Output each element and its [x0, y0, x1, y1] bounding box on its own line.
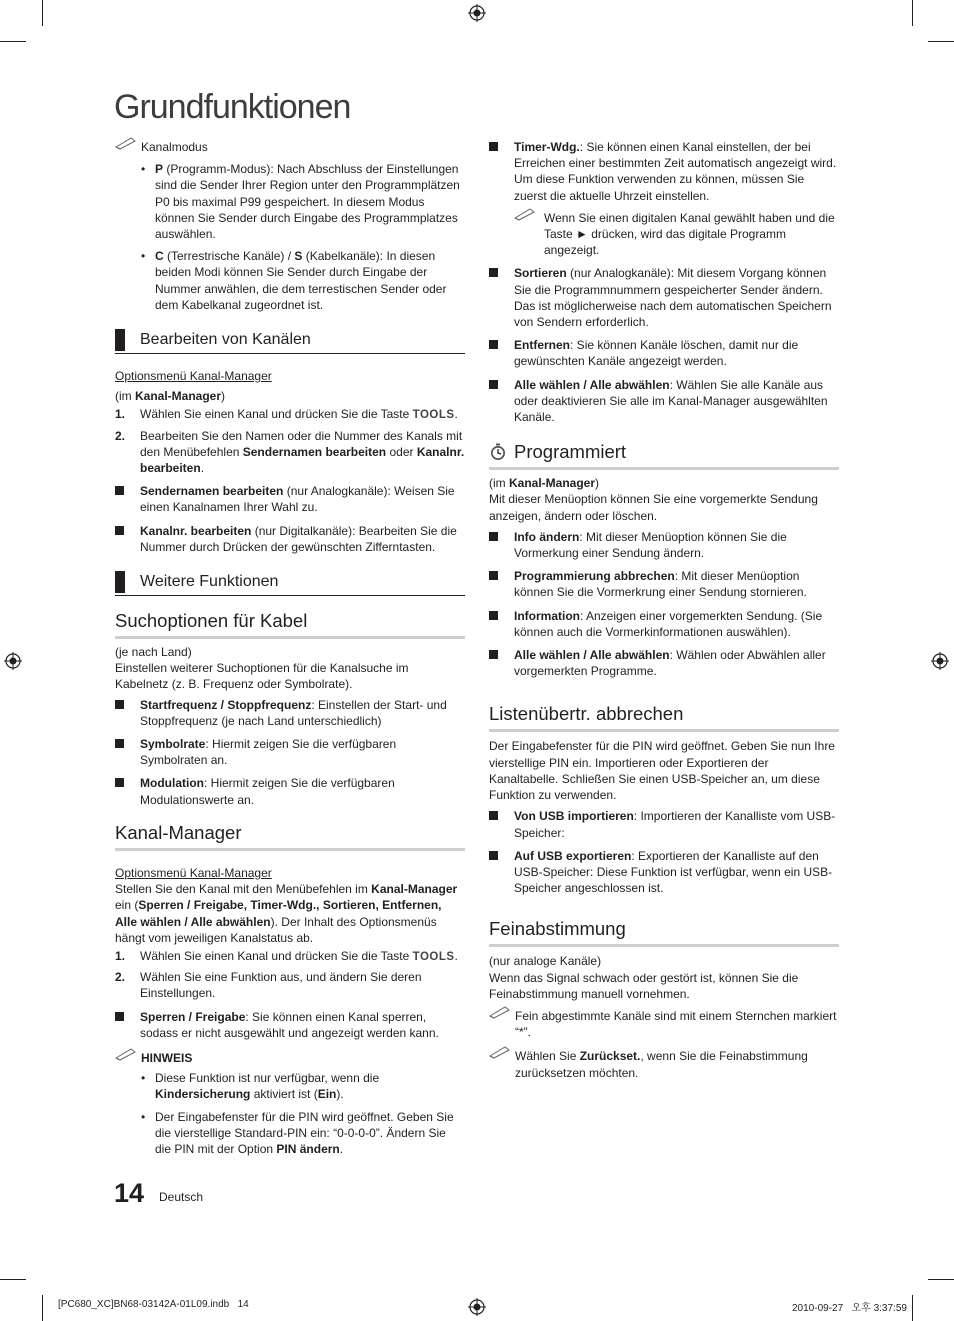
country-note: (je nach Land) [115, 645, 192, 660]
step-number: 2. [115, 970, 126, 985]
page-title: Grundfunktionen [114, 88, 351, 126]
bullet-dot: • [141, 249, 146, 264]
bullet-dot: • [141, 162, 146, 177]
list-item-sperren: Sperren / Freigabe: Sie können einen Kanal sperren, sodass er nicht ausgewählt und angezeigt werden kann. [115, 1009, 465, 1041]
square-bullet [489, 650, 498, 659]
square-bullet [489, 340, 498, 349]
options-menu-label: Optionsmenü Kanal-Manager [115, 369, 272, 384]
right-column [489, 139, 839, 1081]
note-text: Kanalmodus [141, 140, 208, 154]
square-bullet [489, 268, 498, 277]
section-heading-listenuebertr: Listenübertr. abbrechen [489, 703, 839, 732]
crop-mark [912, 1295, 913, 1321]
square-bullet [115, 700, 124, 709]
crop-mark [42, 0, 43, 26]
pencil-note-icon [115, 1047, 137, 1061]
language-label: Deutsch [159, 1190, 204, 1204]
step-2: 2. Bearbeiten Sie den Namen oder die Nummer des Kanals mit den Menübefehlen Sendernamen bearbeiten oder Kanalnr. bearbeiten. [115, 428, 465, 476]
square-bullet [489, 811, 498, 820]
subheading-weitere [115, 571, 465, 596]
list-item-timer: Timer-Wdg.: Sie können einen Kanal einstellen, der bei Erreichen einer bestimmten Zeit automatisch angezeigt wird. Um diese Funktion verwenden zu können, müssen Sie zuerst die aktuelle Uhrzeit einstellen. [489, 139, 839, 204]
step-number: 2. [115, 428, 126, 443]
crop-mark [0, 41, 26, 42]
print-file-info: [PC680_XC]BN68-03142A-01L09.indb 14 [58, 1299, 249, 1310]
square-bullet [489, 380, 498, 389]
section-heading-feinabstimmung: Feinabstimmung [489, 918, 839, 947]
section-heading-programmiert [489, 441, 839, 470]
step-1: 1. Wählen Sie einen Kanal und drücken Sie die Taste TOOLS. [115, 407, 458, 422]
registration-mark-icon [468, 4, 486, 22]
timer-clock-icon [489, 443, 507, 461]
list-item-alle-waehlen: Alle wählen / Alle abwählen: Wählen Sie alle Kanäle aus oder deaktivieren Sie alle im Kanal-Manager ausgewählten Kanäle. [489, 377, 839, 426]
list-item-info-aendern: Info ändern: Mit dieser Menüoption können Sie die Vormerkung einer Sendung ändern. [489, 529, 839, 561]
note-fein-2: Wählen Sie Zurückset., wenn Sie die Feinabstimmung zurücksetzen möchten. [489, 1048, 839, 1080]
list-item-entfernen: Entfernen: Sie können Kanäle löschen, damit nur die gewünschten Kanäle angezeigt werden. [489, 337, 839, 369]
subheading-bar [115, 571, 125, 593]
bullet-dot: • [141, 1071, 146, 1086]
step-2: 2. Wählen Sie eine Funktion aus, und ändern Sie deren Einstellungen. [115, 970, 422, 1001]
crop-mark [0, 1279, 26, 1280]
note-fein-1: Fein abgestimmte Kanäle sind mit einem Sternchen markiert “*”. [489, 1008, 839, 1040]
tools-key: TOOLS [412, 950, 455, 963]
subheading-text: Bearbeiten von Kanälen [140, 331, 311, 349]
pencil-note-icon [514, 207, 536, 221]
square-bullet [115, 778, 124, 787]
section-intro: Mit dieser Menüoption können Sie eine vorgemerkte Sendung anzeigen, ändern oder löschen. [489, 492, 818, 523]
list-item-hinweis-2: • Der Eingabefenster für die PIN wird geöffnet. Geben Sie die vierstellige Standard-PIN ein: “0-0-0-0”. Ändern Sie die PIN mit der Option PIN ändern. [141, 1109, 454, 1156]
step-number: 1. [115, 948, 126, 963]
step-1: 1. Wählen Sie einen Kanal und drücken Sie die Taste TOOLS. [115, 948, 458, 963]
context-note: (im Kanal-Manager) [489, 476, 600, 491]
list-item-usb-import: Von USB importieren: Importieren der Kanalliste vom USB-Speicher: [489, 808, 839, 840]
subheading-text: Weitere Funktionen [140, 573, 279, 591]
registration-mark-icon [468, 1298, 486, 1316]
subheading-bar [115, 329, 125, 351]
section-intro: Wenn das Signal schwach oder gestört ist, können Sie die Feinabstimmung manuell vornehmen. [489, 970, 799, 1001]
mode-letter: S [294, 249, 303, 264]
square-bullet [115, 486, 124, 495]
crop-mark [928, 41, 954, 42]
list-item-information: Information: Anzeigen einer vorgemerkten Sendung. (Sie können auch die Vormerkinformationen auswählen). [489, 608, 839, 640]
square-bullet [115, 739, 124, 748]
item-text: (Kabelkanäle): In diesen beiden Modi können Sie Sender durch Eingabe der Nummer anwählen, die dem terrestischen Sender oder dem Kabelkanal zugeordnet ist. [155, 249, 447, 312]
list-item-kanalnr: Kanalnr. bearbeiten (nur Digitalkanäle): Bearbeiten Sie die Nummer durch Drücken der gewünschten Zifferntasten. [115, 523, 465, 555]
list-item-sendername: Sendernamen bearbeiten (nur Analogkanäle): Weisen Sie einen Kanalnamen Ihrer Wahl zu. [115, 483, 465, 515]
section-heading-kanal-manager: Kanal-Manager [115, 822, 465, 851]
page-number: 14 [114, 1178, 145, 1208]
square-bullet [489, 532, 498, 541]
note-label: HINWEIS [141, 1050, 193, 1065]
item-text: (Programm-Modus): Nach Abschluss der Einstellungen sind die Sender Ihrer Region unter den Programmplätzen P0 bis maximal P99 gespeichert. In diesem Modus können Sie Sender durch Eingabe des Programmplatzes auswählen. [155, 162, 460, 242]
pencil-note-icon [115, 136, 137, 150]
list-item-startfrequenz: Startfrequenz / Stoppfrequenz: Einstellen der Start- und Stoppfrequenz (je nach Land unterschiedlich) [115, 697, 465, 729]
tools-key: TOOLS [412, 409, 455, 422]
list-item-hinweis-1: • Diese Funktion ist nur verfügbar, wenn die Kindersicherung aktiviert ist (Ein). [141, 1071, 380, 1102]
list-item-alle-waehlen-2: Alle wählen / Alle abwählen: Wählen oder Abwählen aller vorgemerkten Programme. [489, 647, 839, 679]
item-text: (Terrestrische Kanäle) / [163, 249, 295, 264]
crop-mark [42, 1295, 43, 1321]
crop-mark [912, 0, 913, 26]
list-item-cs [115, 248, 465, 313]
square-bullet [489, 142, 498, 151]
list-item-programmierung-abbrechen: Programmierung abbrechen: Mit dieser Menüoption können Sie die Vormerkrung einer Sendung stornieren. [489, 568, 839, 600]
heading-text: Programmiert [514, 441, 627, 463]
section-heading-suchoptionen: Suchoptionen für Kabel [115, 610, 465, 639]
section-intro: Stellen Sie den Kanal mit den Menübefehlen im Kanal-Manager ein (Sperren / Freigabe, Timer-Wdg., Sortieren, Entfernen, Alle wählen / Alle abwählen). Der Inhalt des Optionsmenüs hängt vom jeweiligen Kanalstatus ab. [115, 882, 458, 945]
bullet-dot: • [141, 1109, 146, 1124]
step-number: 1. [115, 407, 126, 422]
mode-letter: P [155, 162, 164, 177]
list-item-symbolrate: Symbolrate: Hiermit zeigen Sie die verfügbaren Symbolraten an. [115, 736, 465, 768]
options-menu-label: Optionsmenü Kanal-Manager [115, 865, 272, 880]
pencil-note-icon [489, 1045, 511, 1059]
mode-letter: C [155, 249, 164, 264]
list-item-p [115, 161, 465, 242]
square-bullet [115, 1012, 124, 1021]
list-item-usb-export: Auf USB exportieren: Exportieren der Kanalliste auf den USB-Speicher: Diese Funktion ist verfügbar, wenn ein USB-Speicher angeschlossen ist. [489, 848, 839, 897]
note-kanalmodus [115, 139, 465, 155]
list-item-sortieren: Sortieren (nur Analogkanäle): Mit diesem Vorgang können Sie die Programmnummern gespeicherter Sender ändern. Das ist möglicherweise nach dem automatischen Speichern von Sendern erforderlich. [489, 265, 839, 330]
registration-mark-icon [931, 652, 949, 670]
list-item-modulation: Modulation: Hiermit zeigen Sie die verfügbaren Modulationswerte an. [115, 775, 465, 807]
analog-note: (nur analoge Kanäle) [489, 954, 602, 969]
print-date-info: 2010-09-27 오후 3:37:59 [792, 1303, 907, 1314]
section-intro: Der Eingabefenster für die PIN wird geöffnet. Geben Sie nun Ihre vierstellige PIN ein. Importieren oder Exportieren der Kanaltabelle. Schließen Sie einen USB-Speicher an, um diese Funktion zu verwenden. [489, 739, 835, 803]
note-timer: Wenn Sie einen digitalen Kanal gewählt haben und die Taste ► drücken, wird das digitale Programm angezeigt. [514, 210, 839, 259]
pencil-note-icon [489, 1005, 511, 1019]
note-hinweis [115, 1050, 465, 1066]
square-bullet [489, 611, 498, 620]
square-bullet [115, 526, 124, 535]
registration-mark-icon [4, 652, 22, 670]
section-intro: Einstellen weiterer Suchoptionen für die Kanalsuche im Kabelnetz (z. B. Frequenz oder Symbolrate). [115, 661, 409, 692]
square-bullet [489, 571, 498, 580]
square-bullet [489, 851, 498, 860]
crop-mark [928, 1279, 954, 1280]
left-column [115, 139, 465, 1157]
subheading-bearbeiten [115, 329, 465, 354]
context-note: (im Kanal-Manager) [115, 389, 226, 404]
